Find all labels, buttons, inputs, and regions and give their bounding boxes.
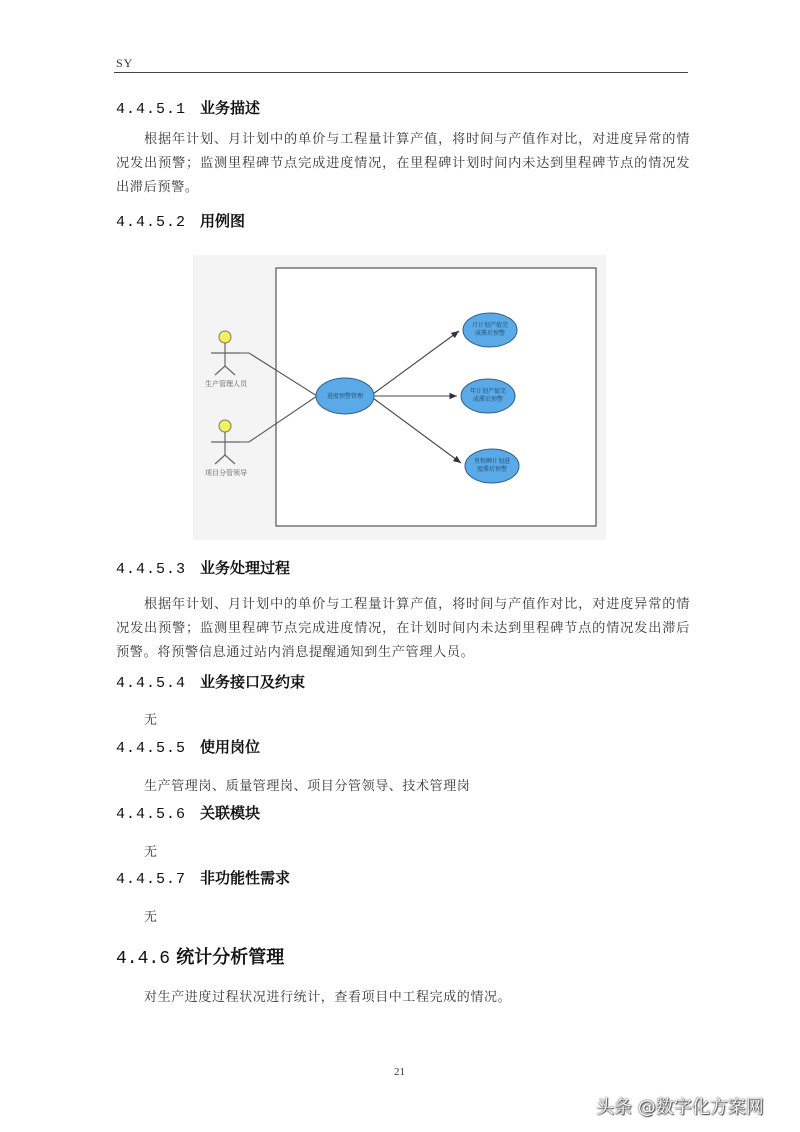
- section-number: 4.4.5.7: [116, 871, 187, 888]
- section-number: 4.4.5.2: [116, 214, 187, 231]
- use-case-label-line: 度滞后预警: [476, 466, 507, 473]
- use-case-item: [461, 388, 515, 404]
- use-case-diagram: [193, 255, 606, 540]
- business-process-paragraph: 根据年计划、月计划中的单价与工程量计算产值，将时间与产值作对比，对进度异常的情况发出预警；监测里程碑节点完成进度情况，在计划时间内未达到里程碑节点的情况发出滞后预警。将预警信息通过站内消息提醒通知到生产管理人员。: [116, 597, 690, 660]
- section-title: 业务处理过程: [200, 559, 291, 577]
- statistics-description: 对生产进度过程状况进行统计，查看项目中工程完成的情况。: [144, 990, 512, 1005]
- header-divider: [114, 72, 688, 73]
- actor-label: 生产管理人员: [205, 380, 247, 388]
- use-case-label-line: 月计划产值完: [471, 322, 508, 329]
- section-number: 4.4.6: [116, 949, 171, 969]
- use-case-item: [463, 322, 517, 338]
- section-heading-4-4-5-1: [116, 97, 260, 118]
- use-case-label-line: 成滞后预警: [474, 330, 505, 337]
- section-heading-4-4-6: [116, 943, 284, 969]
- section-heading-4-4-5-6: [116, 802, 260, 823]
- section-title: 业务描述: [200, 99, 261, 117]
- section-heading-4-4-5-2: [116, 210, 245, 231]
- section-number: 4.4.5.3: [116, 561, 187, 578]
- page-number: 21: [394, 1066, 405, 1078]
- section-title: 非功能性需求: [200, 869, 291, 887]
- section-title: 统计分析管理: [176, 947, 285, 968]
- use-case-label-line: 成滞后预警: [472, 396, 503, 403]
- header-code: SY: [116, 56, 134, 70]
- section-heading-4-4-5-7: [116, 867, 290, 888]
- section-heading-4-4-5-4: [116, 671, 305, 692]
- use-case-label-line: 年计划产值完: [469, 388, 506, 395]
- watermark: 头条 @数字化方案网: [596, 1097, 764, 1118]
- section-title: 业务接口及约束: [200, 673, 306, 691]
- use-case-label-line: 里程碑计划进: [473, 458, 510, 465]
- section-title: 用例图: [200, 212, 246, 230]
- positions-value: 生产管理岗、质量管理岗、项目分管领导、技术管理岗: [144, 779, 471, 794]
- actor-icon: [211, 331, 240, 375]
- non-functional-value: 无: [144, 910, 158, 925]
- related-modules-value: 无: [144, 845, 158, 860]
- section-heading-4-4-5-3: [116, 557, 290, 578]
- use-case-central: 进度预警管理: [326, 393, 363, 400]
- section-number: 4.4.5.6: [116, 806, 187, 823]
- section-number: 4.4.5.4: [116, 675, 187, 692]
- section-title: 关联模块: [200, 804, 261, 822]
- actor-icon: [211, 420, 240, 464]
- actor-label: 项目分管领导: [205, 469, 247, 477]
- section-title: 使用岗位: [200, 738, 261, 756]
- section-heading-4-4-5-5: [116, 736, 260, 757]
- business-description-paragraph: 根据年计划、月计划中的单价与工程量计算产值，将时间与产值作对比，对进度异常的情况发出预警；监测里程碑节点完成进度情况，在里程碑计划时间内未达到里程碑节点的情况发出滞后预警。: [116, 132, 690, 195]
- use-case-item: [465, 458, 519, 474]
- section-number: 4.4.5.5: [116, 740, 187, 757]
- section-number: 4.4.5.1: [116, 101, 187, 118]
- interface-constraints-value: 无: [144, 713, 158, 728]
